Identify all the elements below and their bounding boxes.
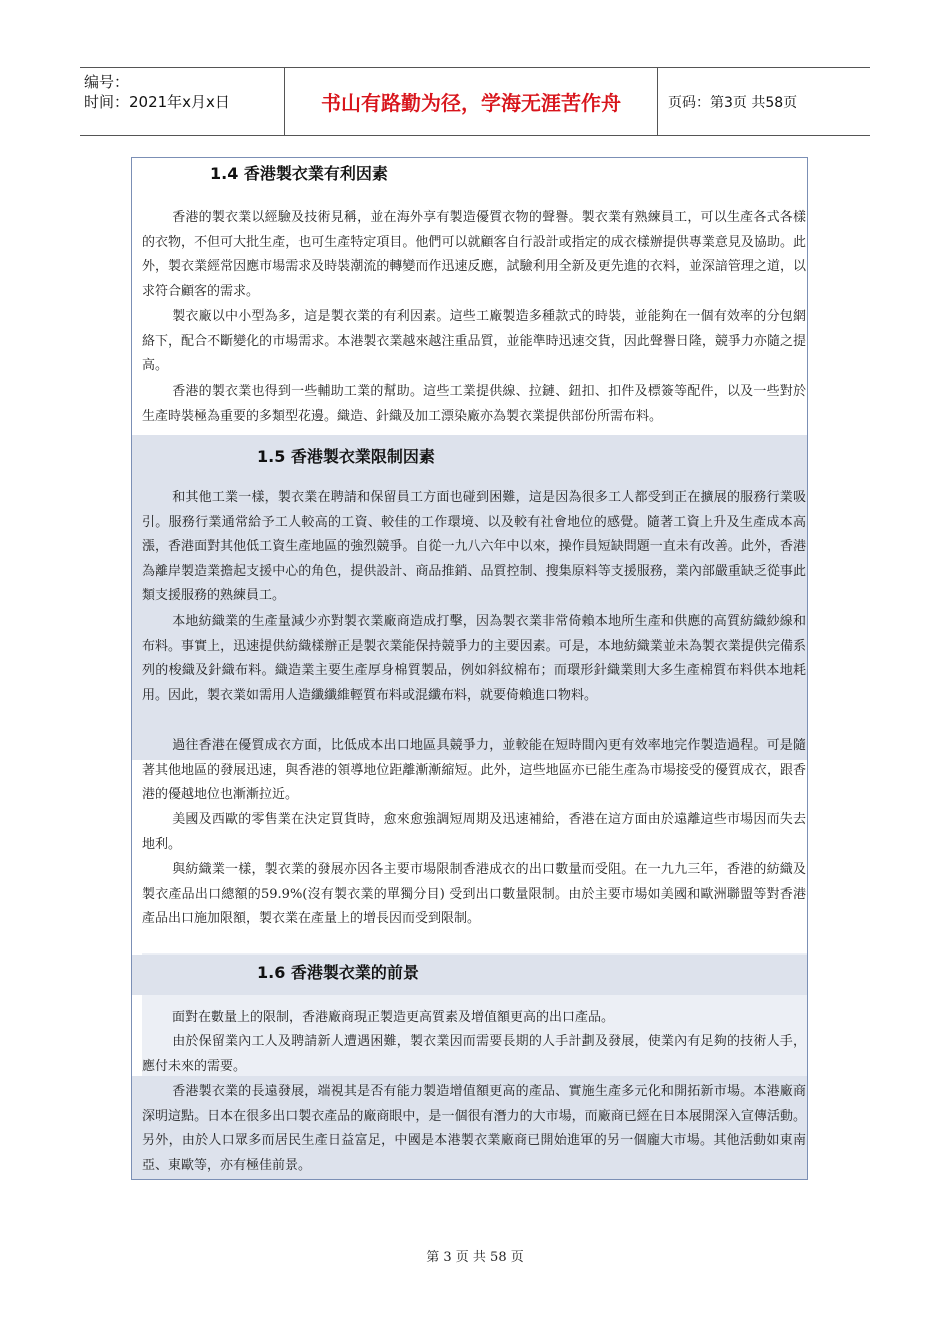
paragraph: 香港的製衣業以經驗及技術見稱，並在海外享有製造優質衣物的聲譽。製衣業有熟練員工，可以生產各式各樣的衣物，不但可大批生產，也可生產特定項目。他們可以就顧客自行設計或指定的成衣樣辦提供專業意見及協助。此外，製衣業經常因應市場需求及時裝潮流的轉變而作迅速反應，試驗利用全新及更先進的衣料，並深諳管理之道，以求符合顧客的需求。	[142, 210, 806, 299]
paragraph: 和其他工業一樣，製衣業在聘請和保留員工方面也碰到困難，這是因為很多工人都受到正在擴展的服務行業吸引。服務行業通常給予工人較高的工資、較佳的工作環境、以及較有社會地位的感覺。隨著工資上升及生產成本高漲，香港面對其他低工資生產地區的強烈競爭。自從一九八六年中以來，操作員短缺問題一直未有改善。此外，香港為離岸製造業擔起支援中心的角色，提供設計、商品推銷、品質控制、搜集原料等支援服務，業內部嚴重缺乏從事此類支援服務的熟練員工。	[142, 490, 806, 604]
paragraph: 與紡織業一樣，製衣業的發展亦因各主要市場限制香港成衣的出口數量而受阻。在一九九三年，香港的紡織及製衣產品出口總額的59.9%(沒有製衣業的單獨分目) 受到出口數量限制。由於主要市場如美國和歐洲聯盟等對香港產品出口施加限額，製衣業在產量上的增長因而受到限制。	[142, 862, 806, 927]
date-label: 时间：2021年x月x日	[84, 93, 230, 111]
paragraph: 香港製衣業的長遠發展，端視其是否有能力製造增值額更高的產品、實施生產多元化和開拓新市場。本港廠商深明這點。日本在很多出口製衣產品的廠商眼中，是一個很有潛力的大市場，而廠商已經在日本展開深入宣傳活動。另外，由於人口眾多而居民生產日益富足，中國是本港製衣業廠商已開始進軍的另一個龐大市場。其他活動如東南亞、東歐等，亦有極佳前景。	[142, 1084, 806, 1173]
paragraph: 由於保留業內工人及聘請新人遭遇困難，製衣業因而需要長期的人手計劃及發展，使業內有足夠的技術人手，應付未來的需要。	[142, 1034, 806, 1074]
header-motto: 书山有路勤为径，学海无涯苦作舟	[284, 68, 658, 135]
header-meta	[80, 68, 284, 135]
section-title: 1.4 香港製衣業有利因素	[210, 164, 388, 183]
section-title: 1.5 香港製衣業限制因素	[257, 447, 435, 466]
paragraph: 本地紡織業的生產量減少亦對製衣業廠商造成打擊，因為製衣業非常倚賴本地所生產和供應的高質紡織紗線和布料。事實上，迅速提供紡織樣辦正是製衣業能保持競爭力的主要因素。可是，本地紡織業並未為製衣業提供完備系列的梭織及針織布料。織造業主要生產厚身棉質製品，例如斜紋棉布；而環形針織業則大多生產棉質布料供本地耗用。因此，製衣業如需用人造纖纖維輕質布料或混纖布料，就要倚賴進口物料。	[142, 614, 806, 703]
page-header	[80, 67, 870, 136]
section-title: 1.6 香港製衣業的前景	[257, 963, 419, 982]
paragraph: 面對在數量上的限制，香港廠商現正製造更高質素及增值額更高的出口產品。	[172, 1010, 615, 1025]
paragraph: 過往香港在優質成衣方面，比低成本出口地區具競爭力，並較能在短時間內更有效率地完作製造過程。可是隨著其他地區的發展迅速，與香港的領導地位距離漸漸縮短。此外，這些地區亦已能生產為市場接受的優質成衣，跟香港的優越地位也漸漸拉近。	[142, 738, 806, 803]
header-page-label: 页码：第3页 共58页	[668, 94, 798, 111]
paragraph: 香港的製衣業也得到一些輔助工業的幫助。這些工業提供線、拉鏈、鈕扣、扣件及標簽等配件，以及一些對於生產時裝極為重要的多類型花邊。織造、針織及加工漂染廠亦為製衣業提供部份所需布料。	[142, 384, 806, 424]
number-label: 编号：	[84, 73, 130, 91]
document-body	[131, 157, 808, 1180]
page-footer: 第 3 页 共 58 页	[426, 1250, 524, 1265]
paragraph: 美國及西歐的零售業在決定買貨時，愈來愈強調短周期及迅速補給，香港在這方面由於遠離這些市場因而失去地利。	[142, 812, 806, 852]
paragraph: 製衣廠以中小型為多，這是製衣業的有利因素。這些工廠製造多種款式的時裝，並能夠在一個有效率的分包網絡下，配合不斷變化的市場需求。本港製衣業越來越注重品質，並能準時迅速交貨，因此聲譽日隆，競爭力亦隨之提高。	[142, 309, 806, 374]
